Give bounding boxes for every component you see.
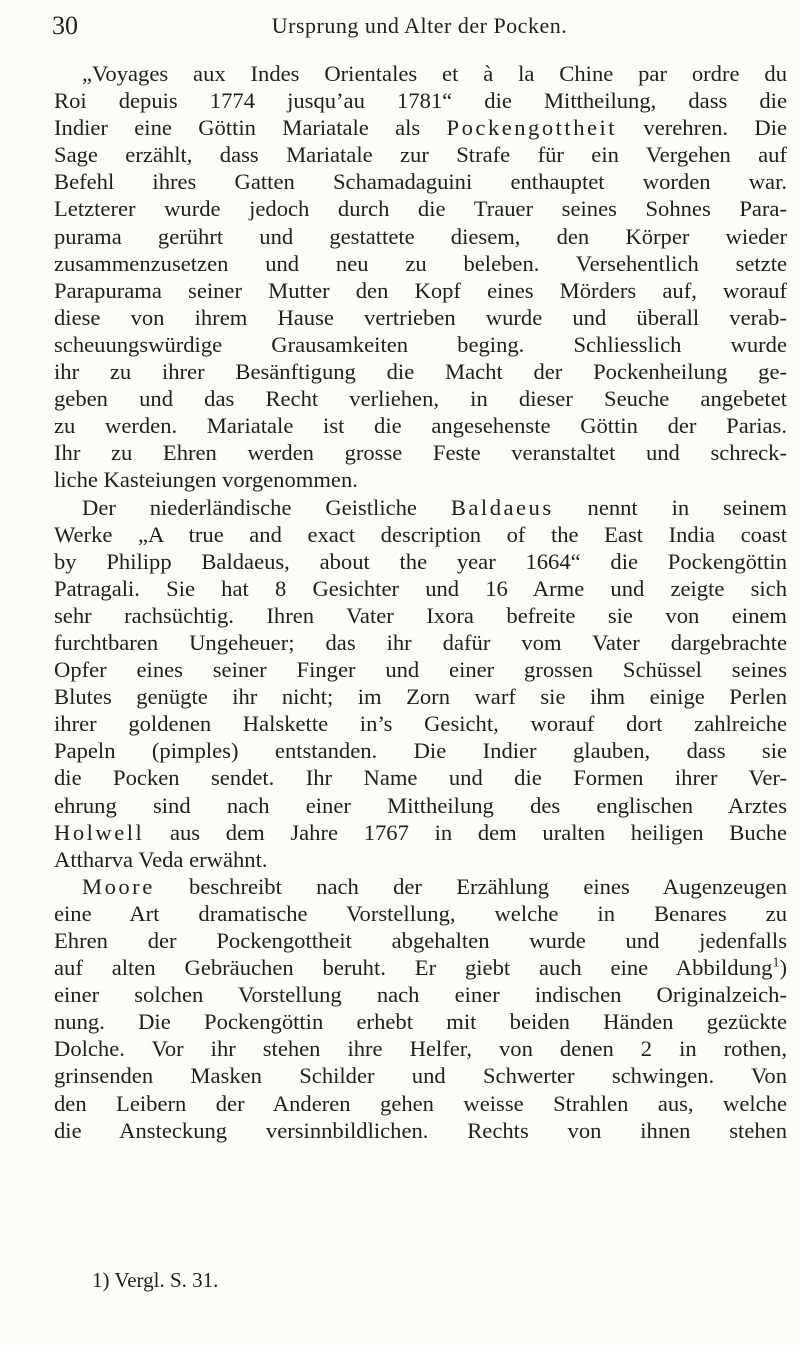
text-line: Werke „A true and exact description of the East India coast — [54, 521, 787, 547]
text-line: geben und das Recht verliehen, in dieser Seuche angebetet — [54, 386, 787, 412]
text-line: Der niederländische Geistliche Baldaeus nennt in seinem — [82, 494, 788, 520]
text-line: Ehren der Pockengottheit abgehalten wurde und jedenfalls — [54, 928, 787, 953]
text-line: eine Art dramatische Vorstellung, welche in Benares zu — [54, 900, 787, 926]
text-line: Befehl ihres Gatten Schamadaguini enthauptet worden war. — [54, 169, 787, 195]
text-line: einer solchen Vorstellung nach einer indischen Originalzeich- — [54, 982, 787, 1008]
text-line: by Philipp Baldaeus, about the year 1664“ die Pockengöttin — [54, 548, 787, 574]
text-line: Sage erzählt, dass Mariatale zur Strafe für ein Vergehen auf — [54, 142, 787, 168]
text-line: Ihr zu Ehren werden grosse Feste veranstaltet und schreck- — [54, 440, 787, 466]
text-line: die Pocken sendet. Ihr Name und die Formen ihrer Ver- — [54, 765, 787, 791]
text-line: „Voyages aux Indes Orientales et à la Chine par ordre du — [82, 61, 787, 86]
text-line: den Leibern der Anderen gehen weisse Strahlen aus, welche — [54, 1090, 787, 1116]
paragraph — [54, 494, 787, 873]
text-line: zusammenzusetzen und neu zu beleben. Versehentlich setzte — [54, 250, 787, 276]
page-number: 30 — [52, 11, 78, 40]
text-line: ihrer goldenen Halskette in’s Gesicht, worauf dort zahlreiche — [54, 711, 787, 737]
text-line: Blutes genügte ihr nicht; im Zorn warf sie ihm einige Perlen — [54, 684, 787, 710]
running-title: Ursprung und Alter der Pocken. — [271, 13, 568, 38]
text-line: liche Kasteiungen vorgenommen. — [54, 467, 358, 493]
text-line: Patragali. Sie hat 8 Gesichter und 16 Arme und zeigte sich — [54, 575, 787, 601]
text-line: die Ansteckung versinnbildlichen. Rechts von ihnen stehen — [54, 1117, 787, 1143]
body-text — [54, 60, 787, 1144]
page-header — [52, 6, 787, 46]
text-line: Papeln (pimples) entstanden. Die Indier glauben, dass sie — [54, 738, 787, 764]
text-line: Indier eine Göttin Mariatale als Pockengottheit verehren. Die — [54, 115, 788, 141]
text-line: nung. Die Pockengöttin erhebt mit beiden Händen gezückte — [54, 1009, 787, 1035]
text-line: grinsenden Masken Schilder und Schwerter schwingen. Von — [54, 1063, 787, 1089]
text-line: Dolche. Vor ihr stehen ihre Helfer, von denen 2 in rothen, — [54, 1036, 787, 1062]
text-line: Moore beschreibt nach der Erzählung eines Augenzeugen — [82, 873, 787, 899]
text-line: ehrung sind nach einer Mittheilung des englischen Arztes — [54, 792, 787, 818]
text-line: diese von ihrem Hause vertrieben wurde und überall verab- — [54, 304, 787, 330]
text-line: Attharva Veda erwähnt. — [54, 846, 268, 872]
text-line: zu werden. Mariatale ist die angesehenste Göttin der Parias. — [54, 413, 787, 439]
text-line: Opfer eines seiner Finger und einer grossen Schüssel seines — [54, 657, 787, 683]
text-line: sehr rachsüchtig. Ihren Vater Ixora befreite sie von einem — [54, 602, 787, 628]
footnote: 1) Vergl. S. 31. — [92, 1268, 219, 1292]
text-line: scheuungswürdige Grausamkeiten beging. Schliesslich wurde — [54, 331, 787, 357]
text-line: Parapurama seiner Mutter den Kopf eines Mörders auf, worauf — [54, 277, 787, 303]
text-line: ihr zu ihrer Besänftigung die Macht der Pockenheilung ge- — [54, 359, 787, 385]
text-line: Holwell aus dem Jahre 1767 in dem uralten heiligen Buche — [54, 819, 787, 845]
text-line: Letzterer wurde jedoch durch die Trauer seines Sohnes Para- — [54, 196, 787, 222]
text-line: furchtbaren Ungeheuer; das ihr dafür vom Vater dargebrachte — [54, 629, 787, 655]
text-line: purama gerührt und gestattete diesem, den Körper wieder — [54, 223, 787, 249]
text-line: Roi depuis 1774 jusqu’au 1781“ die Mittheilung, dass die — [54, 88, 787, 114]
paragraph — [54, 873, 787, 1144]
text-line: auf alten Gebräuchen beruht. Er giebt auch eine Abbildung$^1$) — [54, 955, 787, 981]
paragraph — [54, 60, 787, 494]
